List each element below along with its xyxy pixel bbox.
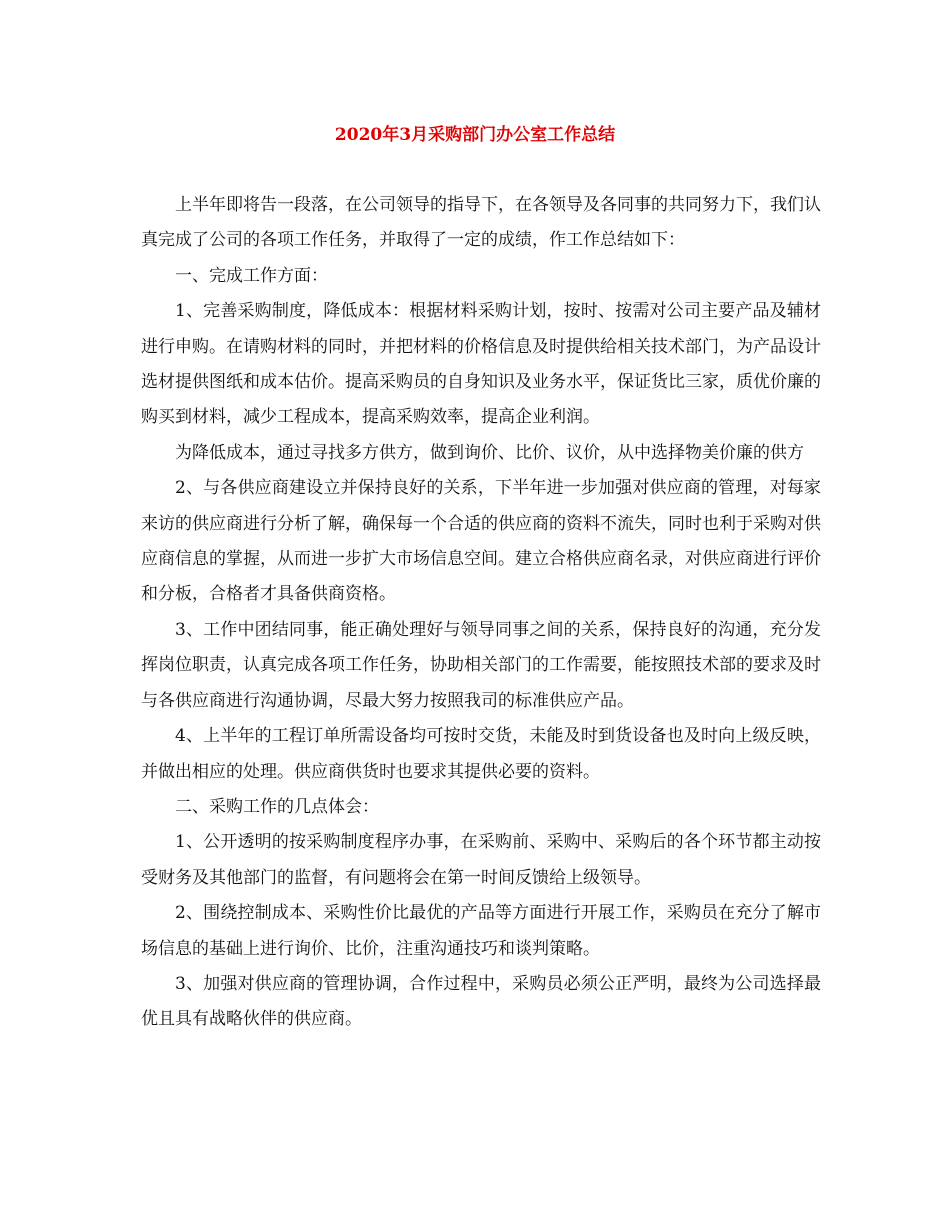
- paragraph-1-1: 1、完善采购制度，降低成本：根据材料采购计划，按时、按需对公司主要产品及辅材进行申购。在请购材料的同时，并把材料的价格信息及时提供给相关技术部门，为产品设计选材提供图纸和成本估价。提高采购员的自身知识及业务水平，保证货比三家，质优价廉的购买到材料，减少工程成本，提高采购效率，提高企业利润。: [141, 301, 821, 428]
- section-heading-1: 一、完成工作方面：: [175, 265, 328, 286]
- document-body: [141, 188, 821, 1038]
- document-title: 2020年3月采购部门办公室工作总结: [334, 125, 616, 145]
- paragraph-2-3: 3、加强对供应商的管理协调，合作过程中，采购员必须公正严明，最终为公司选择最优且具有战略伙伴的供应商。: [141, 973, 821, 1030]
- paragraph-1-1-note: 为降低成本，通过寻找多方供方，做到询价、比价、议价，从中选择物美价廉的供方: [175, 442, 804, 463]
- paragraph-1-2: 2、与各供应商建设立并保持良好的关系，下半年进一步加强对供应商的管理，对每家来访的供应商进行分析了解，确保每一个合适的供应商的资料不流失，同时也利于采购对供应商信息的掌握，从而进一步扩大市场信息空间。建立合格供应商名录，对供应商进行评价和分板，合格者才具备供商资格。: [141, 478, 821, 605]
- paragraph-intro: 上半年即将告一段落，在公司领导的指导下，在各领导及各同事的共同努力下，我们认真完成了公司的各项工作任务，并取得了一定的成绩，作工作总结如下：: [141, 195, 821, 251]
- paragraph-2-1: 1、公开透明的按采购制度程序办事，在采购前、采购中、采购后的各个环节都主动按受财务及其他部门的监督，有问题将会在第一时间反馈给上级领导。: [141, 832, 821, 888]
- paragraph-2-2: 2、围绕控制成本、采购性价比最优的产品等方面进行开展工作，采购员在充分了解市场信息的基础上进行询价、比价，注重沟通技巧和谈判策略。: [141, 903, 821, 959]
- paragraph-1-3: 3、工作中团结同事，能正确处理好与领导同事之间的关系，保持良好的沟通，充分发挥岗位职责，认真完成各项工作任务，协助相关部门的工作需要，能按照技术部的要求及时与各供应商进行沟通协调，尽最大努力按照我司的标准供应产品。: [141, 619, 821, 711]
- section-heading-2: 二、采购工作的几点体会：: [175, 796, 379, 817]
- paragraph-1-4: 4、上半年的工程订单所需设备均可按时交货，未能及时到货设备也及时向上级反映，并做出相应的处理。供应商供货时也要求其提供必要的资料。: [141, 726, 821, 782]
